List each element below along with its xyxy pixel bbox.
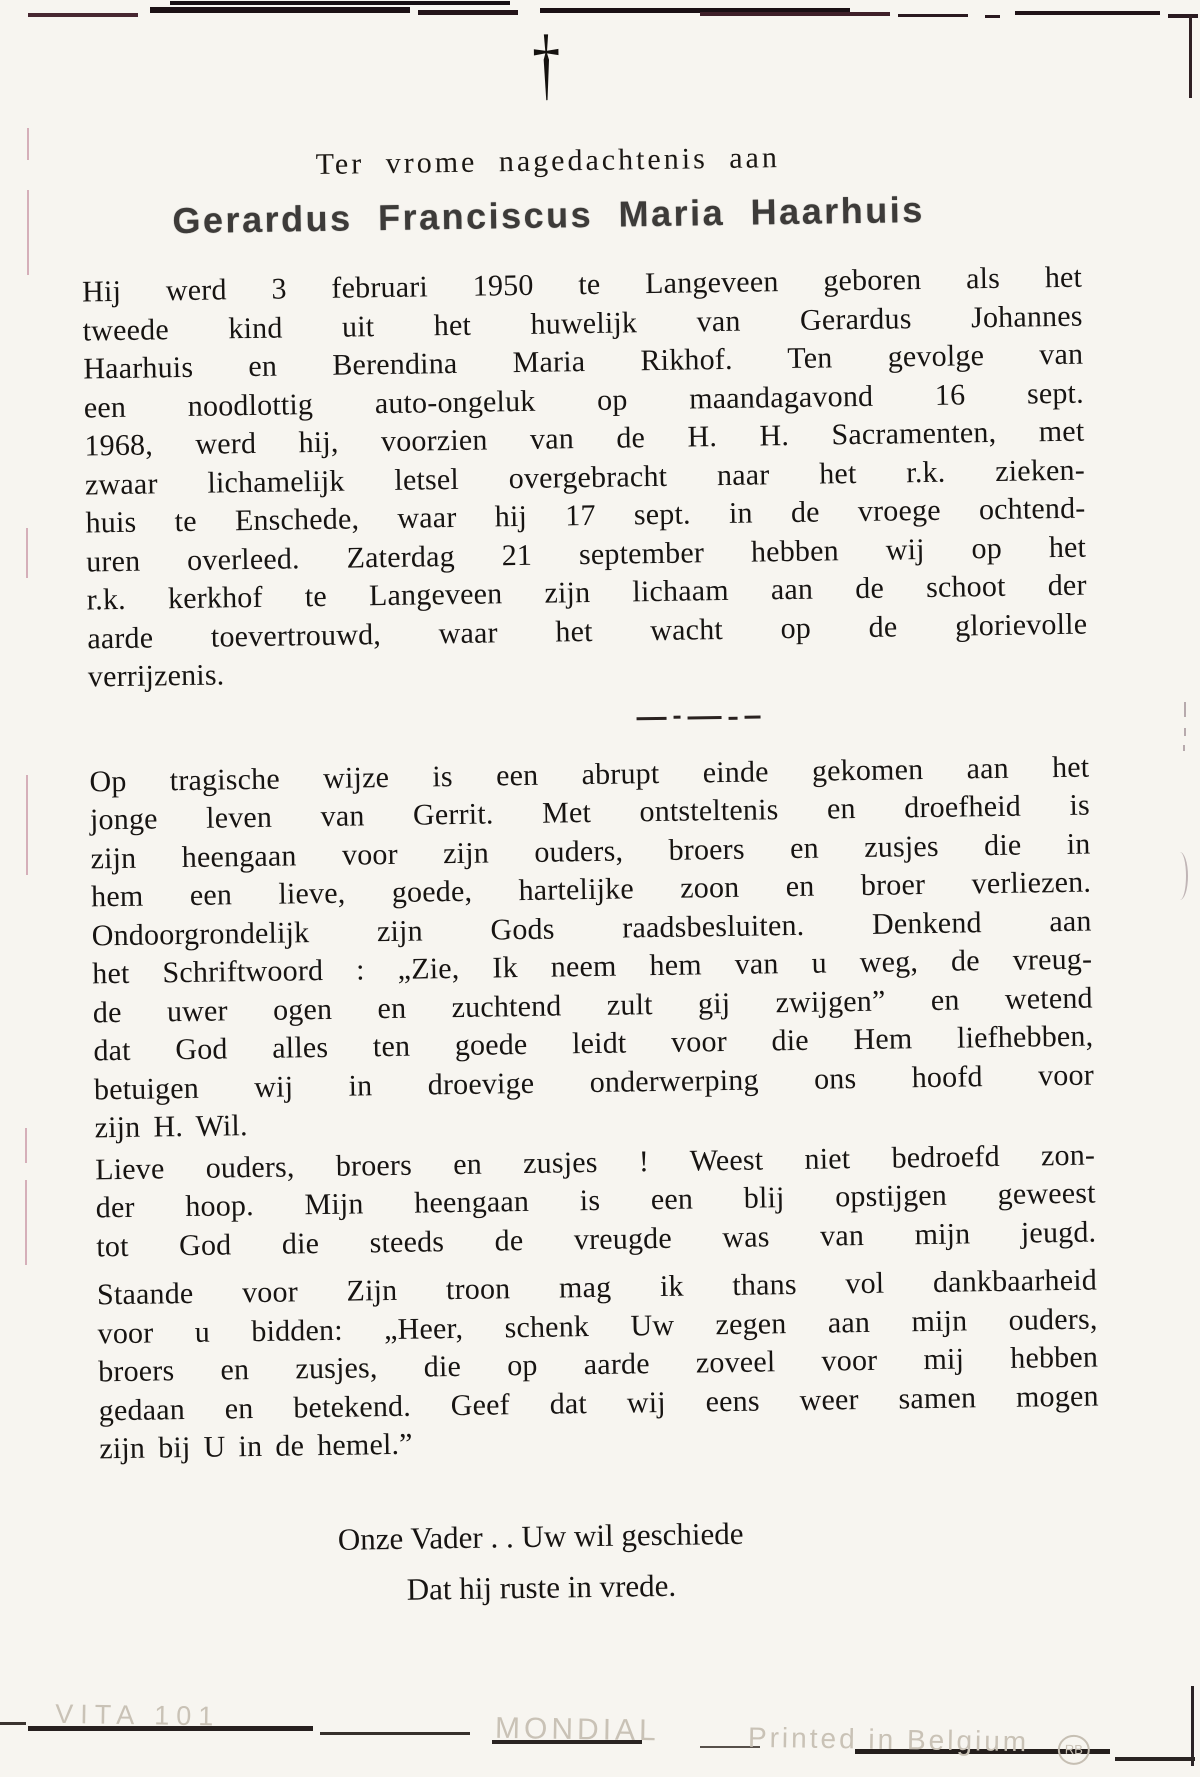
text-line: huis te Enschede, waar hij 17 sept. in de vroege ochtend- [85,491,1086,540]
scan-artifact [985,15,1000,18]
text-line: jonge leven van Gerrit. Met ontsteltenis en droefheid is [89,788,1091,837]
paragraph-biography [82,259,1088,697]
text-line: tweede kind uit het huwelijk van Gerardus Johannes [82,299,1083,347]
text-line: gedaan en betekend. Geef dat wij eens weer samen mogen [98,1379,1099,1427]
scan-artifact [1015,11,1160,15]
scan-artifact [418,10,518,15]
printer-stamp [0,1694,1200,1777]
scan-artifact [1184,728,1186,736]
paragraph-condolence [89,748,1095,1148]
text-line: Ondoorgrondelijk zijn Gods raadsbesluiten. Denkend aan [91,904,1092,952]
text-line: aarde toevertrouwd, waar het wacht op de glorievolle [87,607,1088,655]
text-line: zijn H. Wil. [94,1109,248,1145]
text-line: voor u bidden: „Heer, schenk Uw zegen aan mijn ouders, [97,1302,1098,1350]
scan-artifact [27,190,29,275]
card-text-block [78,21,1101,1612]
text-line: verrijzenis. [87,658,225,694]
closing-line: Dat hij ruste in vrede. [406,1567,677,1607]
text-line: zijn heengaan voor zijn ouders, broers en zusjes die in [90,827,1091,875]
stamp-origin-label: Printed in Belgium [747,1721,1030,1758]
text-line: uren overleed. Zaterdag 21 september hebben wij op het [85,530,1087,578]
text-line: Hij werd 3 februari 1950 te Langeveen geboren als het [81,260,1083,309]
scan-artifact [25,1180,27,1265]
stamp-brand-label: MONDIAL [494,1711,660,1748]
scan-artifact [25,1128,27,1163]
scan-artifact [700,12,890,16]
section-divider [637,713,787,721]
paragraph-prayer [97,1262,1100,1469]
scan-artifact [1172,852,1188,900]
scan-artifact [1184,702,1186,717]
stamp-series-label: VITA 101 [55,1698,221,1732]
cross-row [78,19,1014,128]
scan-artifact [150,7,410,13]
text-line: betuigen wij in droevige onderwerping ons hoofd voor [93,1058,1095,1106]
scan-artifact [1189,16,1192,98]
scan-artifact [1168,14,1198,18]
stamp-mark-icon: RB [1058,1735,1090,1765]
cross-icon: † [531,19,562,110]
closing-line: Onze Vader . . Uw wil geschiede [337,1515,744,1557]
text-line: broers en zusjes, die op aarde zoveel voor mij hebben [97,1340,1099,1389]
intro-line: Ter vrome nagedachtenis aan [315,141,781,181]
text-line: een noodlottig auto-ongeluk op maandagavond 16 sept. [83,376,1085,424]
text-line: dat God alles ten goede leidt voor die Hem liefhebben, [93,1019,1094,1068]
text-line: de uwer ogen en zuchtend zult gij zwijgen” en wetend [92,981,1093,1029]
scan-artifact [1183,745,1185,751]
scan-artifact [27,128,29,160]
text-line: het Schriftwoord : „Zie, Ik neem hem van u weg, de vreug- [92,942,1093,991]
paragraph-consolation [95,1136,1097,1266]
text-line: zijn bij U in de hemel.” [99,1427,413,1466]
text-line: der hoop. Mijn heengaan is een blij opstijgen geweest [95,1176,1096,1225]
scan-artifact [28,13,138,17]
text-line: r.k. kerkhof te Langeveen zijn lichaam aan de schoot der [86,568,1087,617]
closing-block [100,1512,981,1612]
text-line: Haarhuis en Berendina Maria Rikhof. Ten gevolge van [83,337,1084,386]
deceased-name: Gerardus Franciscus Maria Haarhuis [172,188,925,242]
scan-artifact [26,775,28,875]
text-line: zwaar lichamelijk letsel overgebracht naar het r.k. zieken- [84,453,1086,501]
scan-artifact [26,528,28,578]
text-line: Lieve ouders, broers en zusjes ! Weest niet bedroefd zon- [94,1138,1096,1186]
text-line: 1968, werd hij, voorzien van de H. H. Sacramenten, met [84,414,1085,463]
text-line: tot God die steeds de vreugde was van mijn jeugd. [96,1215,1097,1263]
text-line: hem een lieve, goede, hartelijke zoon en broer verliezen. [90,865,1092,914]
scan-artifact [170,1,510,5]
scan-artifact [898,14,968,17]
text-line: Op tragische wijze is een abrupt einde gekomen aan het [89,750,1090,798]
text-line: Staande voor Zijn troon mag ik thans vol dankbaarheid [96,1263,1098,1312]
